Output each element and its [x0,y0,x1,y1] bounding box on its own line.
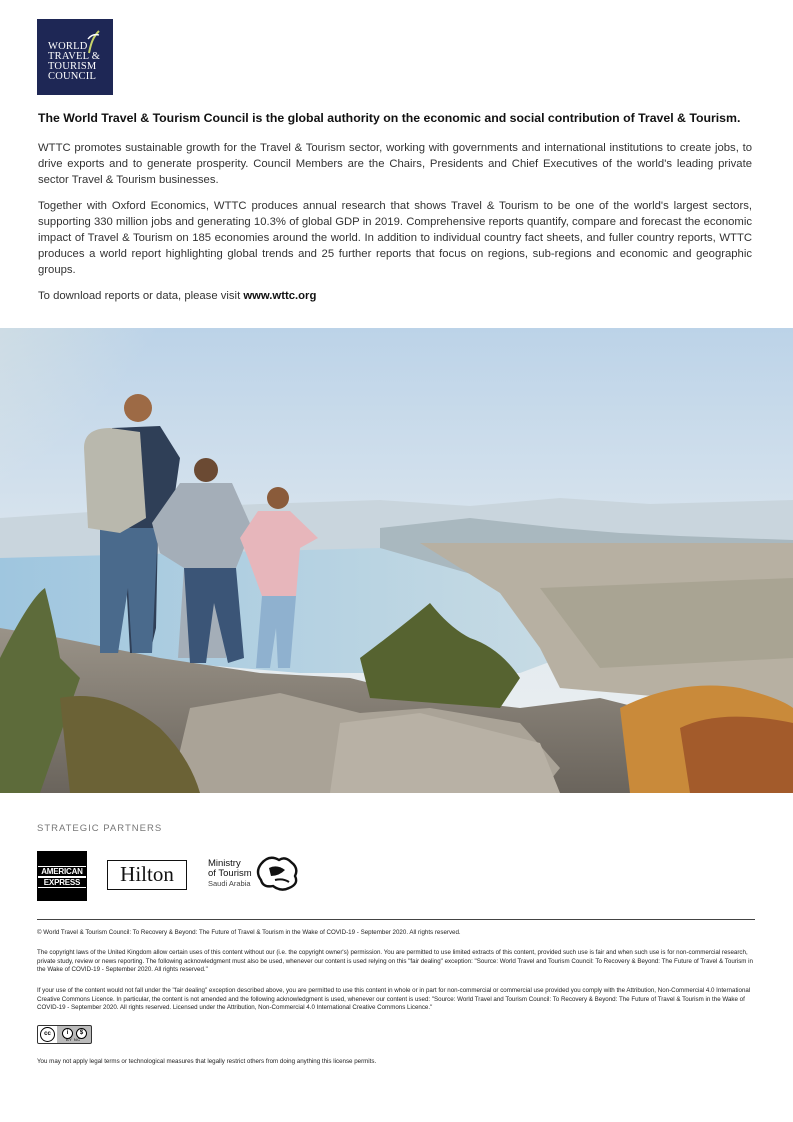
download-line [38,288,752,304]
ministry-line-2: of Tourism [208,868,252,879]
copyright-notice: © World Travel & Tourism Council: To Recovery & Beyond: The Future of Travel & Tourism in the Wake of COVID-19 - September 2020. All rights reserved. [37,929,461,936]
logo-line-4: COUNCIL [48,71,97,82]
logo-line-1: WORLD [48,41,88,52]
nc-icon: $ [76,1028,87,1039]
logo-line-3: TOURISM [48,61,97,72]
creative-commons-badge [37,1025,92,1044]
download-text: To download reports or data, please visit [38,289,244,302]
ministry-line-1: Ministry [208,858,241,869]
ministry-emblem-icon [255,854,301,892]
divider [37,919,755,920]
strategic-partners-label: STRATEGIC PARTNERS [37,823,163,834]
logo-swoosh-icon [87,29,101,55]
intro-paragraph-1: WTTC promotes sustainable growth for the Travel & Tourism sector, working with governments and international institutions to create jobs, to drive exports and to generate prosperity. Council Members are the Chairs, Presidents and Chief Executives of the world's leading private sector Travel & Tourism businesses. [38,142,752,187]
amex-line-2: EXPRESS [38,877,86,888]
amex-line-1: AMERICAN [38,866,86,877]
hilton-logo: Hilton [107,860,187,890]
logo-line-2: TRAVEL & [48,51,101,62]
cc-icon: cc [40,1027,55,1042]
fair-dealing-notice: The copyright laws of the United Kingdom allow certain uses of this content without our (i.e. the copyright owner's) permission. You are permitted to use limited extracts of this content, provided such use is fair and when such use is for non-commercial research, private study, review or news reporting. The following acknowledgment must also be used, whenever our content is used relying on this "fair dealing" exception: "Source: World Travel and Tourism Council: To Recovery & Beyond: The Future of Travel & Tourism in the Wake of COVID-19 - September 2020. All rights reserved." [37,949,753,974]
ministry-of-tourism-logo [208,859,252,889]
restriction-notice: You may not apply legal terms or technological measures that legally restrict others from doing anything this license permits. [37,1058,377,1065]
family-hiking-photo [0,328,793,793]
cc-badge-text: BY NC [66,1037,81,1042]
american-express-logo [37,851,87,901]
intro-heading: The World Travel & Tourism Council is the global authority on the economic and social contribution of Travel & Tourism. [38,111,741,125]
intro-paragraph-2: Together with Oxford Economics, WTTC produces annual research that shows Travel & Tourism to be one of the world's largest sectors, supporting 330 million jobs and generating 10.3% of global GDP in 2019. Comprehensive reports quantify, compare and forecast the economic impact of Travel & Tourism on 185 economies around the world. In addition to individual country fact sheets, and fuller country reports, WTTC produces a world report highlighting global trends and 25 further reports that focus on regions, sub-regions and economic and geographic groups. [38,199,752,277]
website-link[interactable]: www.wttc.org [243,289,317,302]
ministry-line-3: Saudi Arabia [208,879,251,888]
intro-section [38,110,752,313]
wttc-logo [37,19,113,95]
license-notice: If your use of the content would not fall under the "fair dealing" exception described above, you are permitted to use this content in whole or in part for non-commercial or commercial use provided you comply with the Attribution, Non-Commercial 4.0 International Creative Commons Licence. In particular, the content is not amended and the following acknowledgment is used, whenever our content is used: "Source: World Travel and Tourism Council: To Recovery & Beyond: The Future of Travel & Tourism in the Wake of COVID-19 - September 2020. All rights reserved. Licensed under the Attribution, Non-Commercial 4.0 International Creative Commons Licence." [37,987,751,1012]
by-icon: i [62,1028,73,1039]
